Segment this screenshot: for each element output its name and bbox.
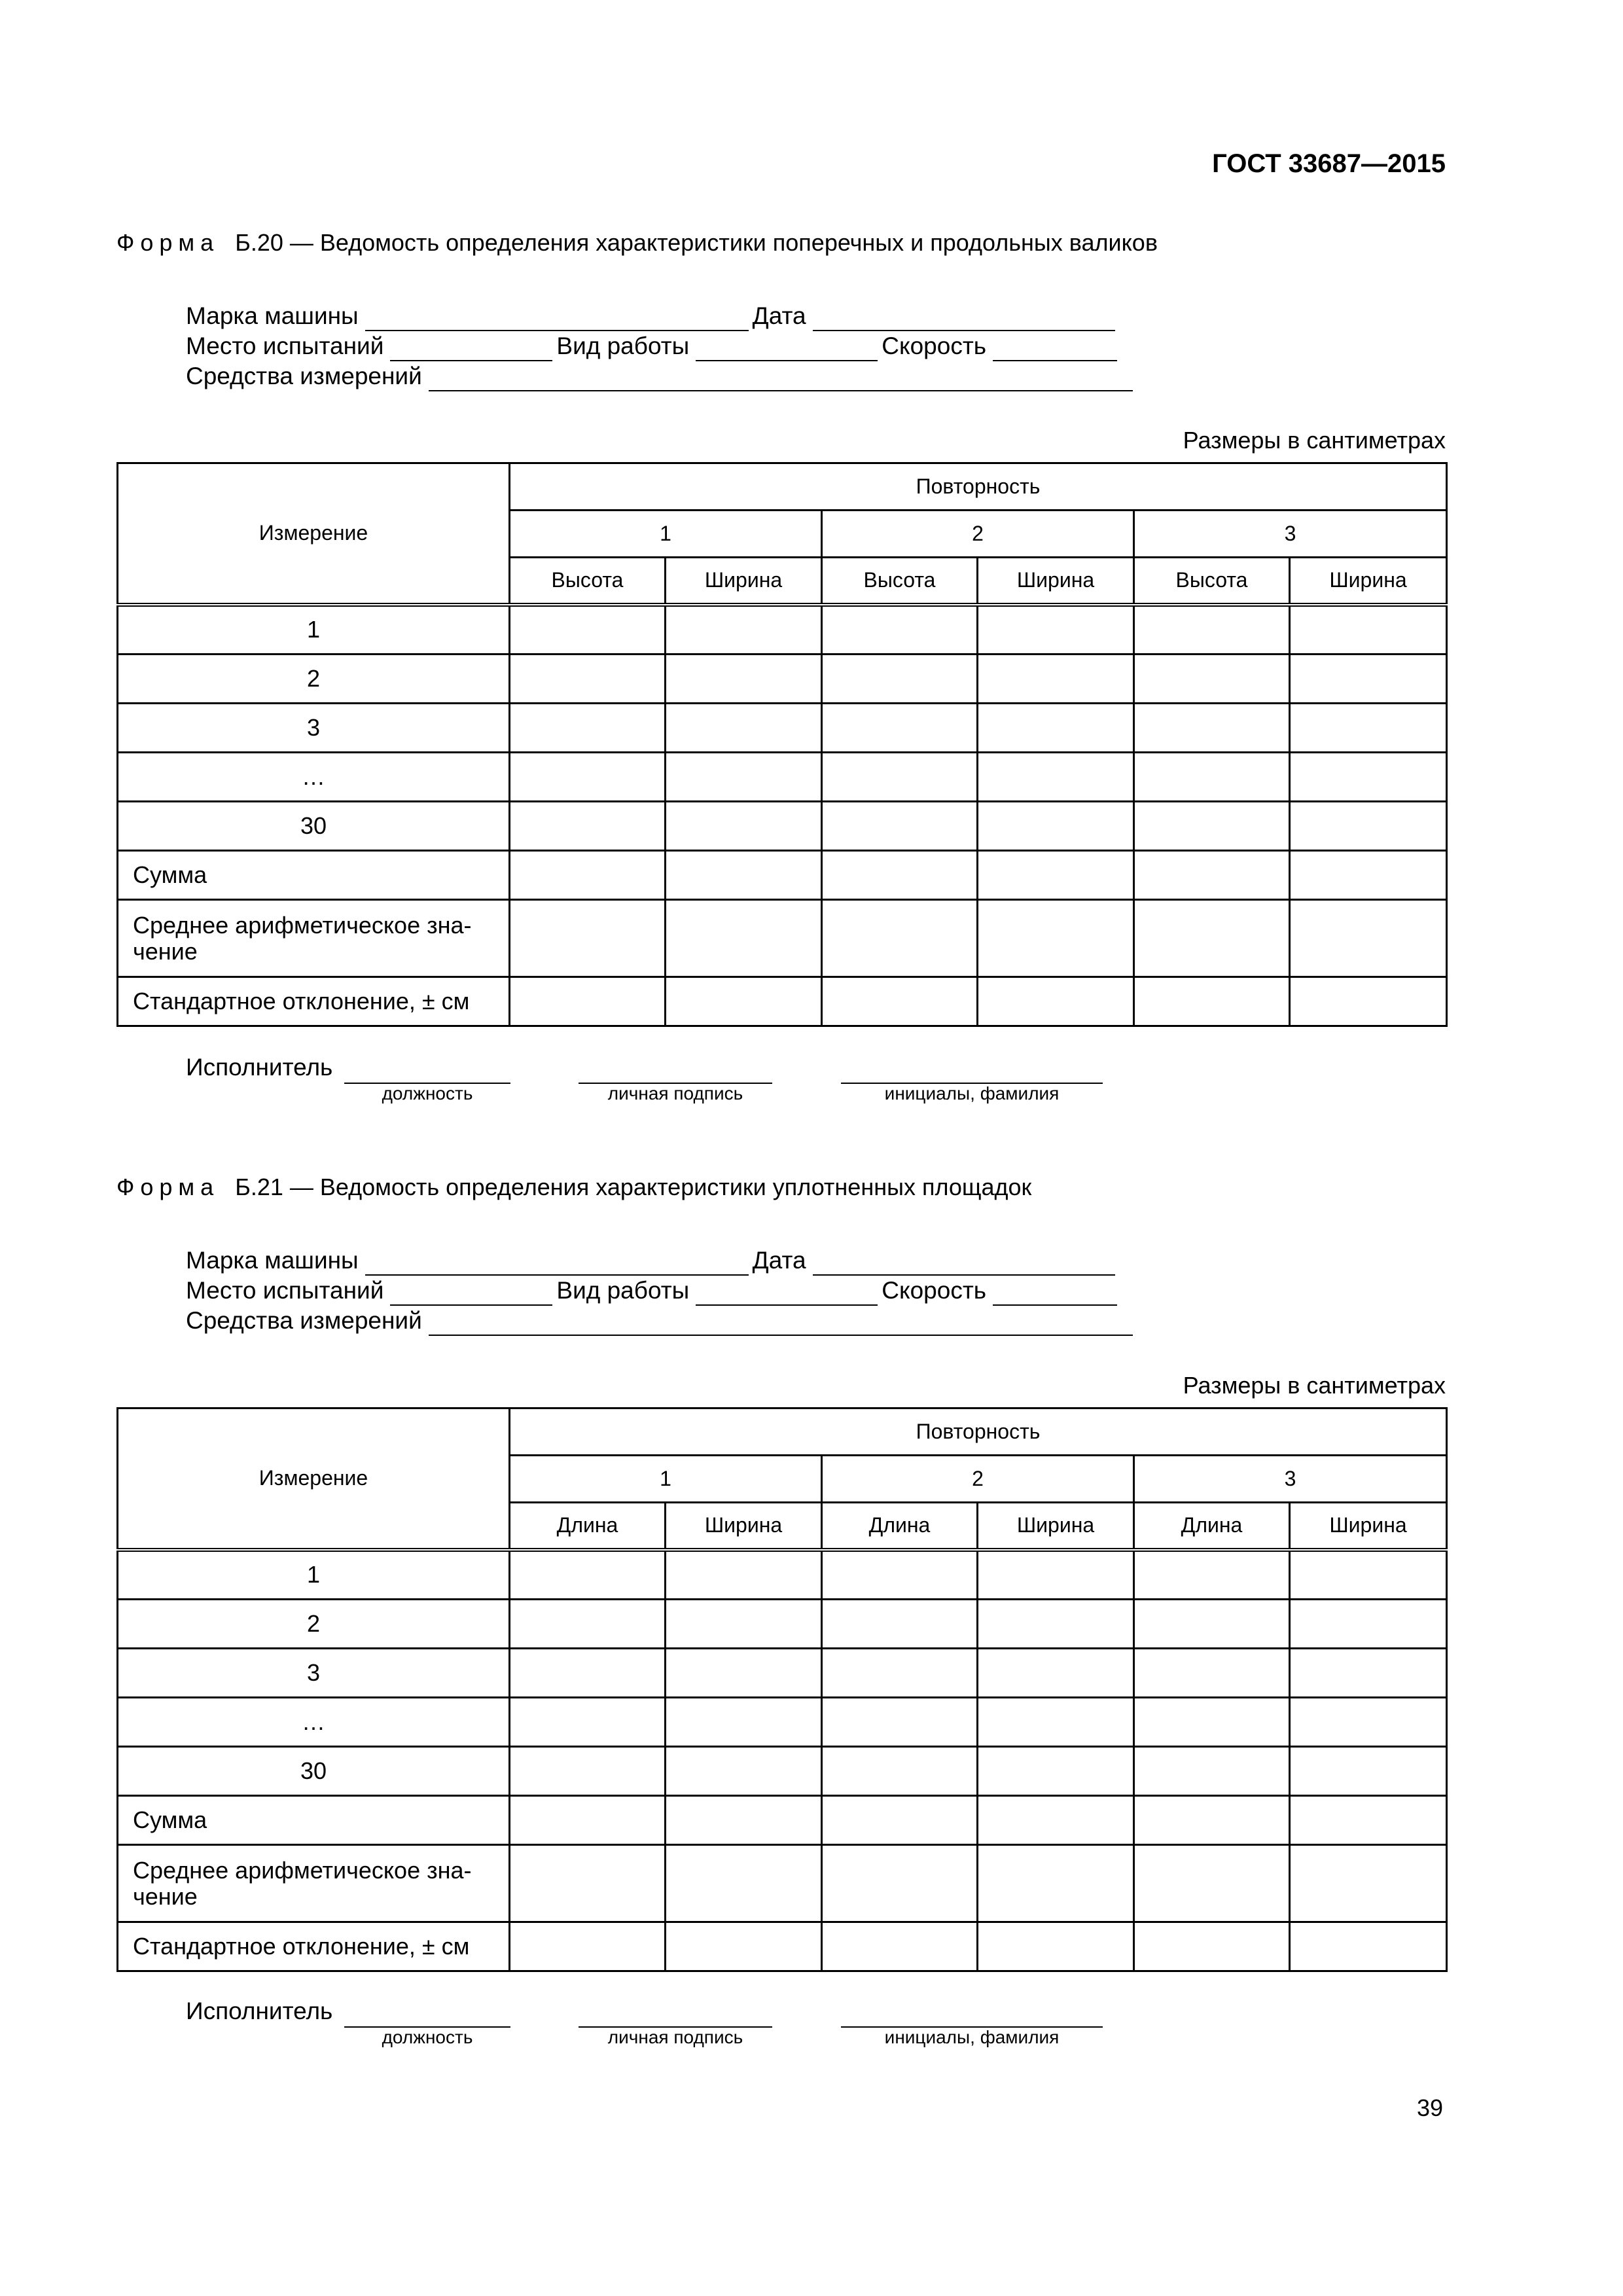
work-type-label: Вид работы: [556, 1277, 690, 1304]
table-cell[interactable]: [978, 1600, 1134, 1649]
executor-label: Исполнитель: [186, 1054, 333, 1081]
table-cell[interactable]: [1134, 753, 1290, 802]
group-header: 2: [822, 1456, 1134, 1503]
table-cell[interactable]: [1290, 605, 1447, 655]
table-cell[interactable]: [1290, 1550, 1447, 1600]
table-row: [118, 802, 1447, 851]
row-label: Стандартное отклонение, ± см: [118, 1922, 510, 1971]
table-cell[interactable]: [1290, 1922, 1447, 1971]
date-label: Дата: [752, 302, 806, 329]
table-cell[interactable]: [822, 802, 978, 851]
table-row: [118, 1698, 1447, 1747]
table-cell[interactable]: [1290, 753, 1447, 802]
instruments-label: Средства измерений: [186, 1307, 422, 1334]
table-cell[interactable]: [510, 1747, 666, 1796]
table-cell[interactable]: [1134, 1600, 1290, 1649]
table-cell[interactable]: [978, 900, 1134, 977]
brand-input[interactable]: [365, 308, 749, 331]
table-cell[interactable]: [1290, 1796, 1447, 1845]
sub-header: Высота: [510, 558, 666, 605]
sub-header: Высота: [1134, 558, 1290, 605]
table-cell[interactable]: [1290, 900, 1447, 977]
table-row: [118, 851, 1447, 900]
table-cell[interactable]: [978, 1796, 1134, 1845]
table-cell[interactable]: [1134, 1550, 1290, 1600]
table-cell[interactable]: [510, 977, 666, 1026]
table-cell[interactable]: [510, 753, 666, 802]
table-cell[interactable]: [510, 1600, 666, 1649]
instruments-input[interactable]: [429, 368, 1133, 391]
column-header-measurement: Измерение: [118, 1408, 510, 1550]
signature-input[interactable]: [579, 1998, 772, 2028]
table-cell[interactable]: [978, 977, 1134, 1026]
place-input[interactable]: [390, 1282, 552, 1306]
table-cell[interactable]: [978, 1922, 1134, 1971]
speed-label: Скорость: [882, 1277, 987, 1304]
table-cell[interactable]: [1134, 900, 1290, 977]
table-cell[interactable]: [510, 1922, 666, 1971]
table-row: [118, 1796, 1447, 1845]
table-cell[interactable]: [666, 1550, 822, 1600]
table-cell[interactable]: [1134, 1747, 1290, 1796]
table-row: [118, 704, 1447, 753]
table-cell[interactable]: [822, 1600, 978, 1649]
table-cell[interactable]: [666, 1796, 822, 1845]
sub-header: Ширина: [1290, 1503, 1447, 1550]
form-title-text: Б.20 — Ведомость определения характеристики поперечных и продольных валиков: [235, 229, 1158, 256]
signature-caption: личная подпись: [607, 2027, 743, 2047]
column-header-repeat: Повторность: [510, 463, 1447, 511]
table-cell[interactable]: [1290, 1747, 1447, 1796]
table-cell[interactable]: [978, 1649, 1134, 1698]
form-title-b21: [116, 1174, 1031, 1201]
table-cell[interactable]: [666, 977, 822, 1026]
form-title-prefix: Форма: [116, 229, 220, 256]
table-cell[interactable]: [510, 900, 666, 977]
form-fields-b21: [186, 1246, 1137, 1336]
table-row: [118, 655, 1447, 704]
name-caption: инициалы, фамилия: [884, 1083, 1060, 1103]
table-cell[interactable]: [978, 1845, 1134, 1922]
table-row: [118, 1922, 1447, 1971]
work-type-input[interactable]: [696, 338, 878, 361]
units-note: Размеры в сантиметрах: [1183, 1372, 1446, 1399]
table-cell[interactable]: [1134, 977, 1290, 1026]
table-cell[interactable]: [666, 1600, 822, 1649]
group-header: 2: [822, 511, 1134, 558]
brand-input[interactable]: [365, 1252, 749, 1276]
row-label: 3: [118, 704, 510, 753]
speed-input[interactable]: [993, 1282, 1117, 1306]
table-cell[interactable]: [666, 900, 822, 977]
table-cell[interactable]: [510, 1550, 666, 1600]
table-cell[interactable]: [822, 1649, 978, 1698]
place-label: Место испытаний: [186, 1277, 384, 1304]
row-label: 1: [118, 1550, 510, 1600]
table-cell[interactable]: [510, 655, 666, 704]
place-input[interactable]: [390, 338, 552, 361]
row-label: 1: [118, 605, 510, 655]
row-label: 3: [118, 1649, 510, 1698]
table-cell[interactable]: [1290, 1845, 1447, 1922]
table-cell[interactable]: [978, 802, 1134, 851]
group-header: 1: [510, 511, 822, 558]
table-cell[interactable]: [666, 704, 822, 753]
table-cell[interactable]: [510, 1796, 666, 1845]
table-cell[interactable]: [1134, 1698, 1290, 1747]
table-cell[interactable]: [1134, 605, 1290, 655]
table-cell[interactable]: [510, 1649, 666, 1698]
group-header: 3: [1134, 1456, 1447, 1503]
table-cell[interactable]: [1134, 802, 1290, 851]
table-cell[interactable]: [1290, 655, 1447, 704]
row-label: Сумма: [118, 851, 510, 900]
table-cell[interactable]: [822, 1747, 978, 1796]
sub-header: Ширина: [1290, 558, 1447, 605]
group-header: 1: [510, 1456, 822, 1503]
name-input[interactable]: [841, 1054, 1103, 1084]
table-cell[interactable]: [822, 753, 978, 802]
sub-header: Ширина: [978, 1503, 1134, 1550]
form-title-b20: [116, 229, 1158, 257]
table-cell[interactable]: [666, 1698, 822, 1747]
row-label: Среднее арифметическое зна-чение: [118, 900, 510, 977]
work-type-label: Вид работы: [556, 332, 690, 359]
table-cell[interactable]: [822, 1698, 978, 1747]
measurement-table-b20: [116, 462, 1448, 1027]
table-cell[interactable]: [1290, 1698, 1447, 1747]
brand-label: Марка машины: [186, 1247, 359, 1274]
row-label: Сумма: [118, 1796, 510, 1845]
table-cell[interactable]: [666, 1747, 822, 1796]
table-row: [118, 900, 1447, 977]
table-cell[interactable]: [510, 1845, 666, 1922]
brand-label: Марка машины: [186, 302, 359, 329]
position-input[interactable]: [344, 1054, 510, 1084]
work-type-input[interactable]: [696, 1282, 878, 1306]
name-input[interactable]: [841, 1998, 1103, 2028]
table-row: [118, 1845, 1447, 1922]
sub-header: Ширина: [978, 558, 1134, 605]
sub-header: Длина: [510, 1503, 666, 1550]
executor-label: Исполнитель: [186, 1998, 333, 2024]
table-cell[interactable]: [822, 1922, 978, 1971]
row-label: 2: [118, 1600, 510, 1649]
instruments-label: Средства измерений: [186, 363, 422, 389]
table-cell[interactable]: [822, 655, 978, 704]
table-cell[interactable]: [822, 1550, 978, 1600]
table-cell[interactable]: [1290, 802, 1447, 851]
table-cell[interactable]: [978, 1698, 1134, 1747]
table-cell[interactable]: [822, 704, 978, 753]
table-row: [118, 1649, 1447, 1698]
table-cell[interactable]: [978, 1747, 1134, 1796]
signature-caption: личная подпись: [607, 1083, 743, 1103]
table-cell[interactable]: [666, 851, 822, 900]
place-label: Место испытаний: [186, 332, 384, 359]
table-cell[interactable]: [1290, 851, 1447, 900]
table-cell[interactable]: [666, 1845, 822, 1922]
table-cell[interactable]: [1134, 1845, 1290, 1922]
table-cell[interactable]: [666, 655, 822, 704]
form-title-prefix: Форма: [116, 1174, 220, 1200]
sub-header: Длина: [822, 1503, 978, 1550]
table-row: [118, 1747, 1447, 1796]
table-cell[interactable]: [1290, 977, 1447, 1026]
speed-input[interactable]: [993, 338, 1117, 361]
table-cell[interactable]: [1134, 655, 1290, 704]
row-label: …: [118, 753, 510, 802]
row-label: Стандартное отклонение, ± см: [118, 977, 510, 1026]
row-label: 30: [118, 802, 510, 851]
table-cell[interactable]: [978, 753, 1134, 802]
table-cell[interactable]: [978, 851, 1134, 900]
sub-header: Ширина: [666, 1503, 822, 1550]
table-row: [118, 605, 1447, 655]
table-cell[interactable]: [1134, 851, 1290, 900]
table-cell[interactable]: [1134, 1649, 1290, 1698]
table-cell[interactable]: [510, 704, 666, 753]
table-cell[interactable]: [978, 1550, 1134, 1600]
table-cell[interactable]: [510, 802, 666, 851]
table-row: [118, 753, 1447, 802]
table-cell[interactable]: [666, 605, 822, 655]
table-cell[interactable]: [978, 605, 1134, 655]
table-cell[interactable]: [822, 900, 978, 977]
table-cell[interactable]: [666, 753, 822, 802]
table-row: [118, 1550, 1447, 1600]
form-fields-b20: [186, 301, 1137, 391]
table-cell[interactable]: [1134, 1922, 1290, 1971]
column-header-measurement: Измерение: [118, 463, 510, 605]
date-input[interactable]: [813, 1252, 1115, 1276]
instruments-input[interactable]: [429, 1312, 1133, 1336]
table-cell[interactable]: [822, 851, 978, 900]
table-cell[interactable]: [510, 1698, 666, 1747]
row-label: 2: [118, 655, 510, 704]
sub-header: Ширина: [666, 558, 822, 605]
table-row: [118, 1600, 1447, 1649]
measurement-table-b21: [116, 1407, 1448, 1972]
column-header-repeat: Повторность: [510, 1408, 1447, 1456]
position-input[interactable]: [344, 1998, 510, 2028]
position-caption: должность: [382, 1083, 473, 1103]
table-cell[interactable]: [510, 851, 666, 900]
sub-header: Длина: [1134, 1503, 1290, 1550]
table-cell[interactable]: [666, 1649, 822, 1698]
table-cell[interactable]: [822, 977, 978, 1026]
table-cell[interactable]: [1290, 1600, 1447, 1649]
table-cell[interactable]: [666, 802, 822, 851]
standard-number: ГОСТ 33687—2015: [1212, 149, 1446, 178]
page-number: 39: [1416, 2094, 1443, 2121]
row-label: Среднее арифметическое зна-чение: [118, 1845, 510, 1922]
date-input[interactable]: [813, 308, 1115, 331]
signature-input[interactable]: [579, 1054, 772, 1084]
table-cell[interactable]: [1290, 1649, 1447, 1698]
table-cell[interactable]: [822, 1796, 978, 1845]
units-note: Размеры в сантиметрах: [1183, 427, 1446, 454]
row-label: 30: [118, 1747, 510, 1796]
table-cell[interactable]: [822, 605, 978, 655]
table-row: [118, 977, 1447, 1026]
position-caption: должность: [382, 2027, 473, 2047]
group-header: 3: [1134, 511, 1447, 558]
form-title-text: Б.21 — Ведомость определения характеристики уплотненных площадок: [235, 1174, 1032, 1200]
table-cell[interactable]: [978, 704, 1134, 753]
table-cell[interactable]: [1134, 1796, 1290, 1845]
row-label: …: [118, 1698, 510, 1747]
sub-header: Высота: [822, 558, 978, 605]
table-cell[interactable]: [666, 1922, 822, 1971]
table-cell[interactable]: [1290, 704, 1447, 753]
table-cell[interactable]: [822, 1845, 978, 1922]
date-label: Дата: [752, 1247, 806, 1274]
table-cell[interactable]: [978, 655, 1134, 704]
speed-label: Скорость: [882, 332, 987, 359]
table-cell[interactable]: [510, 605, 666, 655]
table-cell[interactable]: [1134, 704, 1290, 753]
name-caption: инициалы, фамилия: [884, 2027, 1060, 2047]
